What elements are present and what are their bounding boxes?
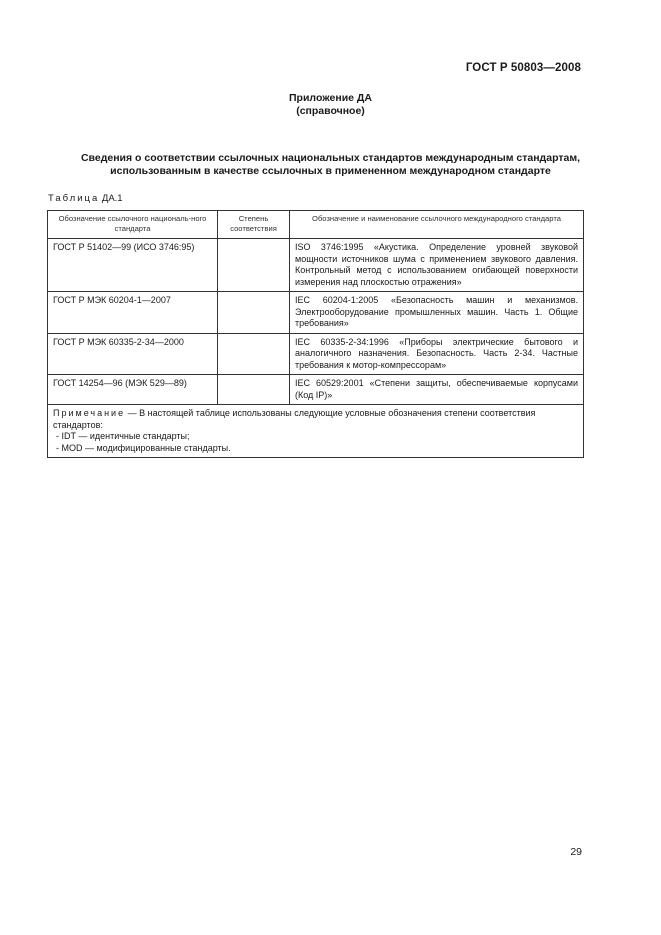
section-heading — [40, 152, 621, 178]
international-standard-cell: ISO 3746:1995 «Акустика. Определение уровней звуковой мощности источников шума с применением звукового давления. Контрольный метод с использованием огибающей поверхности измерения над плоскостью отражения» — [290, 239, 584, 292]
document-code-header: ГОСТ Р 50803—2008 — [465, 62, 581, 74]
international-standard-cell: IEC 60335-2-34:1996 «Приборы электрические бытового и аналогичного назначения. Безопасность. Часть 2-34. Частные требования к мотор-компрессорам» — [290, 333, 584, 375]
appendix-subtitle: (справочное) — [296, 105, 365, 117]
correspondence-table — [47, 210, 584, 458]
section-heading-line-1: Сведения о соответствии ссылочных национальных стандартов международным стандартам, — [80, 152, 581, 164]
table-row — [48, 333, 584, 375]
degree-cell — [218, 292, 290, 334]
note-label: Примечание — [53, 408, 126, 418]
table-caption-number: ДА.1 — [99, 193, 123, 204]
table-header-row — [48, 211, 584, 239]
section-heading-line-2: использованным в качестве ссылочных в примененном международном стандарте — [110, 165, 551, 177]
table-note — [48, 405, 584, 458]
note-text: — В настоящей таблице использованы следующие условные обозначения степени соответствия стандартов: — [53, 408, 536, 430]
appendix-title-block — [0, 92, 661, 118]
degree-cell — [218, 239, 290, 292]
column-header-international-standard: Обозначение и наименование ссылочного международного стандарта — [290, 211, 584, 239]
table-row — [48, 239, 584, 292]
national-standard-cell: ГОСТ Р МЭК 60204-1—2007 — [48, 292, 218, 334]
note-item-idt: - IDT — идентичные стандарты; — [56, 431, 190, 441]
table-row — [48, 375, 584, 405]
table-caption-word: Таблица — [48, 193, 100, 204]
table-row — [48, 292, 584, 334]
appendix-title: Приложение ДА — [289, 92, 372, 104]
table-caption — [48, 193, 123, 204]
column-header-national-standard: Обозначение ссылочного националь-ного стандарта — [48, 211, 218, 239]
column-header-degree: Степень соответствия — [218, 211, 290, 239]
note-item-mod: - MOD — модифицированные стандарты. — [56, 442, 231, 453]
table-note-row — [48, 405, 584, 458]
international-standard-cell: IEC 60529:2001 «Степени защиты, обеспечиваемые корпусами (Код IP)» — [290, 375, 584, 405]
degree-cell — [218, 333, 290, 375]
national-standard-cell: ГОСТ Р МЭК 60335-2-34—2000 — [48, 333, 218, 375]
national-standard-cell: ГОСТ 14254—96 (МЭК 529—89) — [48, 375, 218, 405]
degree-cell — [218, 375, 290, 405]
national-standard-cell: ГОСТ Р 51402—99 (ИСО 3746:95) — [48, 239, 218, 292]
page-number: 29 — [570, 846, 582, 858]
international-standard-cell: IEC 60204-1:2005 «Безопасность машин и механизмов. Электрооборудование промышленных машин. Часть 1. Общие требования» — [290, 292, 584, 334]
